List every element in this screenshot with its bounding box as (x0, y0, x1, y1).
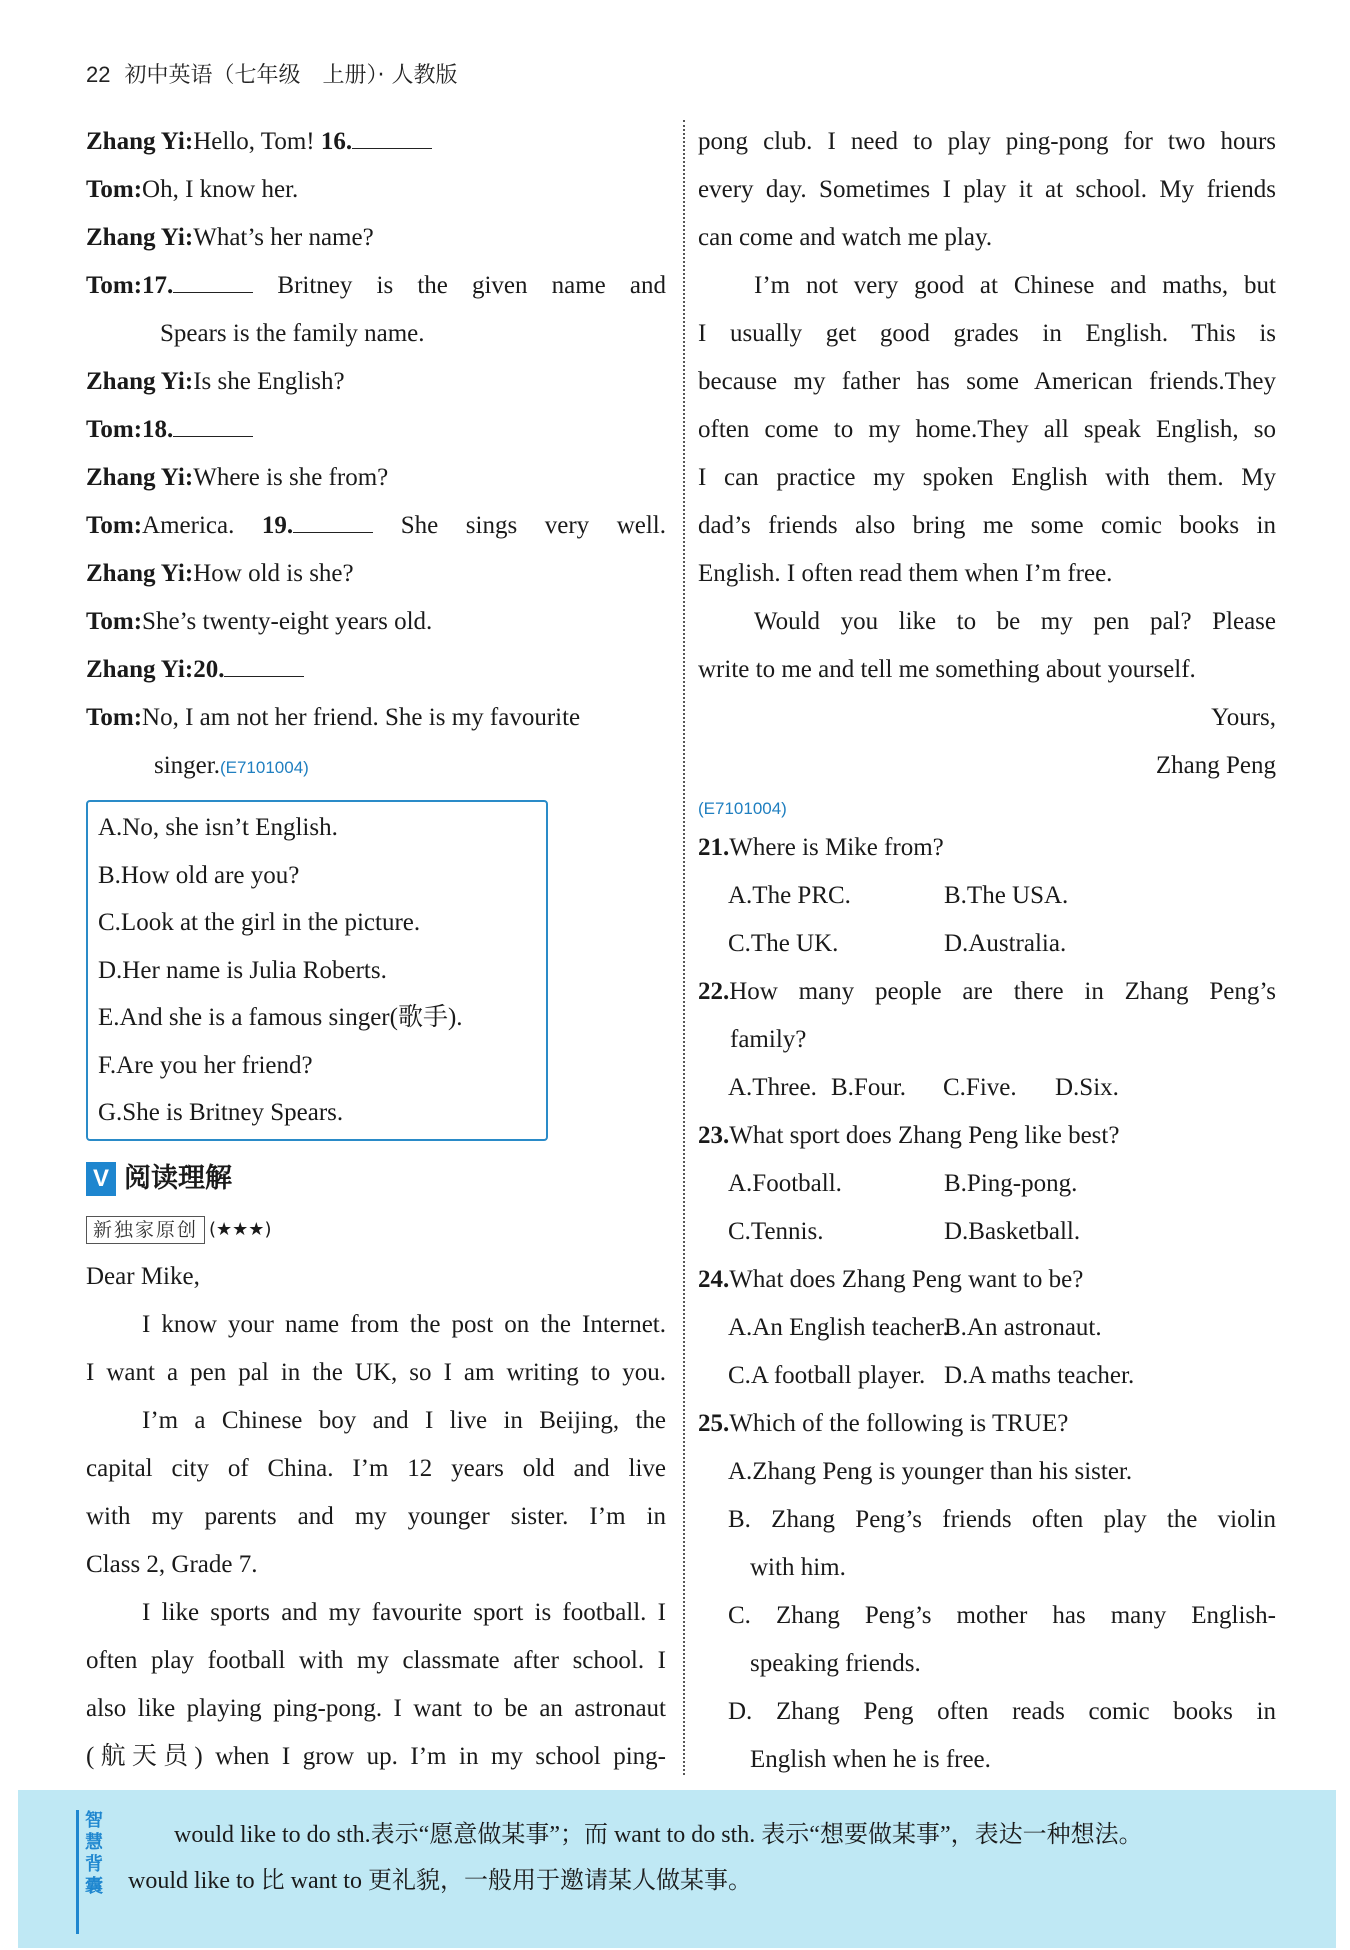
letter-line: dad’s friends also bring me some comic books in (698, 512, 1276, 539)
speaker-colon: : (133, 176, 143, 203)
question-text: Which of the following is TRUE? (729, 1410, 1069, 1437)
dialogue-line (86, 694, 666, 742)
speaker: Tom (86, 704, 134, 731)
section-badge: V (86, 1162, 116, 1196)
answer-blank (173, 272, 253, 293)
item-code: (E7101004) (219, 758, 309, 777)
question-text: family? (730, 1026, 807, 1053)
letter-line: I usually get good grades in English. This is (698, 320, 1276, 347)
option-row (698, 920, 1276, 968)
letter-line: Would you like to be my pen pal? Please (754, 608, 1276, 635)
answer-option: D.Basketball. (944, 1218, 1081, 1245)
letter-line: Dear Mike, (86, 1262, 200, 1290)
letter-line: because my father has some American friends.They (698, 368, 1276, 395)
dialogue-line (86, 310, 666, 358)
question-text: What does Zhang Peng want to be? (729, 1266, 1084, 1293)
letter-line: I want a pen pal in the UK, so I am writing to you. (86, 1358, 666, 1386)
speaker: Tom (86, 416, 134, 443)
letter-line: capital city of China. I’m 12 years old and live (86, 1454, 666, 1482)
dialogue-text: No, I am not her friend. She is my favourite (142, 704, 581, 731)
dialogue-text: Britney is the given name and (253, 272, 666, 299)
letter-line: with my parents and my younger sister. I’m in (86, 1502, 666, 1530)
question-stem (698, 968, 1276, 1016)
answer-option: C.Five. (943, 1074, 1017, 1101)
speaker: Zhang Yi (86, 128, 185, 155)
letter-line: I can practice my spoken English with them. My (698, 464, 1276, 491)
right-column (698, 118, 1276, 1784)
question-stem (698, 1016, 1276, 1064)
page-header (86, 58, 457, 89)
speaker: Zhang Yi (86, 656, 185, 683)
answer-option: D.A maths teacher. (944, 1362, 1135, 1389)
question-stem (698, 1400, 1276, 1448)
speaker: Tom (86, 608, 134, 635)
speaker-colon: : (184, 560, 194, 587)
dialogue-text: Spears is the family name. (160, 320, 425, 347)
dialogue-line (86, 118, 666, 166)
speaker-colon: : (184, 368, 194, 395)
question-number: 25. (698, 1410, 730, 1437)
answer-option: C.A football player. (728, 1362, 926, 1389)
letter-line: (航天员) when I grow up. I’m in my school ping- (86, 1742, 666, 1770)
letter-line: often come to my home.They all speak English, so (698, 416, 1276, 443)
question-stem (698, 1112, 1276, 1160)
answer-blank (293, 512, 373, 533)
question-number: 24. (698, 1266, 730, 1293)
dialogue-text: Is she English? (193, 368, 345, 395)
speaker-colon: : (184, 224, 194, 251)
dialogue-text: Oh, I know her. (142, 176, 299, 203)
option-row (698, 1304, 1276, 1352)
speaker-colon: : (133, 416, 143, 443)
speaker: Tom (86, 512, 134, 539)
letter-line: write to me and tell me something about yourself. (698, 656, 1196, 683)
answer-option: D.Australia. (944, 930, 1067, 957)
question-number: 16. (320, 128, 353, 155)
dialogue-line (86, 406, 666, 454)
answer-option-line: D. Zhang Peng often reads comic books in (728, 1698, 1276, 1725)
option-item: E.And she is a famous singer(歌手). (98, 1004, 463, 1031)
speaker-colon: : (184, 464, 194, 491)
speaker-colon: : (133, 272, 143, 299)
answer-option: D.Six. (1055, 1074, 1119, 1101)
letter-part-2 (698, 118, 1276, 790)
speaker: Zhang Yi (86, 368, 185, 395)
speaker-colon: : (184, 656, 194, 683)
option-row (698, 872, 1276, 920)
letter-line: can come and watch me play. (698, 224, 993, 251)
answer-option-line: English when he is free. (750, 1746, 991, 1773)
letter-line: English. I often read them when I’m free. (698, 560, 1113, 587)
book-title: 初中英语（七年级 上册）· 人教版 (124, 63, 458, 88)
speaker: Zhang Yi (86, 464, 185, 491)
question-stem (698, 824, 1276, 872)
speaker-colon: : (184, 128, 194, 155)
answer-option: B.The USA. (944, 882, 1069, 909)
dialogue-line (86, 550, 666, 598)
letter-line: pong club. I need to play ping-pong for two hours (698, 128, 1276, 155)
answer-option-line: C. Zhang Peng’s mother has many English- (728, 1602, 1276, 1629)
question-text: What sport does Zhang Peng like best? (729, 1122, 1120, 1149)
question-stem (698, 1256, 1276, 1304)
letter-line: I’m not very good at Chinese and maths, but (754, 272, 1276, 299)
dialogue-text: Hello, Tom! (193, 128, 321, 155)
letter-line: Zhang Peng (1155, 752, 1276, 779)
section-heading (86, 1151, 666, 1207)
reading-code: (E7101004) (698, 799, 787, 818)
letter-line: I’m a Chinese boy and I live in Beijing, the (142, 1406, 666, 1434)
question-number: 23. (698, 1122, 730, 1149)
question-number: 17. (142, 272, 174, 299)
dialogue-line (86, 502, 666, 550)
answer-option: A.Football. (728, 1170, 842, 1197)
letter-line: Yours, (1211, 704, 1276, 731)
answer-option-line: B. Zhang Peng’s friends often play the violin (728, 1506, 1276, 1533)
option-item: C.Look at the girl in the picture. (98, 909, 421, 936)
answer-option: C.The UK. (728, 930, 839, 957)
option-row (698, 1352, 1276, 1400)
dialogue-text: America. (142, 512, 262, 539)
option-item: A.No, she isn’t English. (98, 814, 338, 841)
dialogue-line (86, 454, 666, 502)
answer-option: B.An astronaut. (944, 1314, 1102, 1341)
dialogue-text: She’s twenty-eight years old. (142, 608, 433, 635)
question-number: 18. (142, 416, 174, 443)
original-tag: 新独家原创 (86, 1216, 205, 1244)
dialogue-line (86, 646, 666, 694)
speaker-colon: : (133, 512, 143, 539)
answer-blank (173, 416, 253, 437)
letter-part-1 (86, 1253, 666, 1781)
column-divider (683, 120, 685, 1775)
tip-text (128, 1812, 1143, 1904)
option-item: G.She is Britney Spears. (98, 1099, 344, 1126)
answer-option-line: with him. (750, 1554, 846, 1581)
options-box (86, 800, 548, 1141)
option-item: F.Are you her friend? (98, 1051, 313, 1079)
dialogue-text: singer. (154, 752, 220, 779)
answer-option: B.Four. (831, 1074, 907, 1101)
speaker-colon: : (133, 608, 143, 635)
page-number: 22 (86, 62, 111, 87)
speaker: Tom (86, 176, 134, 203)
option-item: D.Her name is Julia Roberts. (98, 956, 387, 984)
reading-code-line (698, 790, 1276, 824)
letter-line: every day. Sometimes I play it at school. My friends (698, 176, 1276, 203)
answer-option: C.Tennis. (728, 1218, 824, 1245)
tip-label: 智慧背囊 (76, 1810, 113, 1934)
dialogue-line (86, 358, 666, 406)
dialogue-text: How old is she? (193, 560, 354, 587)
dialogue-line (86, 166, 666, 214)
speaker: Zhang Yi (86, 560, 185, 587)
dialogue-text: She sings very well. (373, 512, 667, 539)
dialogue-line (86, 214, 666, 262)
letter-line: also like playing ping-pong. I want to be an astronaut (86, 1694, 666, 1722)
original-tag-line (86, 1207, 666, 1253)
left-column (86, 118, 666, 1781)
questions (698, 824, 1276, 1784)
difficulty-stars: (★★★) (209, 1218, 272, 1240)
dialogue-text: What’s her name? (193, 224, 374, 251)
option-row (698, 1064, 1276, 1112)
letter-line: often play football with my classmate after school. I (86, 1646, 666, 1674)
answer-option: A.An English teacher. (728, 1314, 949, 1341)
dialogue-line (86, 742, 666, 790)
tip-line-2: would like to 比 want to 更礼貌，一般用于邀请某人做某事。 (128, 1868, 752, 1894)
dialogue (86, 118, 666, 790)
tip-line-1: would like to do sth.表示“愿意做某事”；而 want to do sth. 表示“想要做某事”，表达一种想法。 (174, 1822, 1143, 1848)
answer-option: A.The PRC. (728, 882, 851, 909)
question-text: How many people are there in Zhang Peng’s (729, 978, 1276, 1005)
option-row (698, 1208, 1276, 1256)
question-number: 19. (261, 512, 294, 539)
answer-option: A.Three. (728, 1074, 817, 1101)
option-item: B.How old are you? (98, 861, 300, 889)
answer-blank (352, 128, 432, 149)
letter-line: I know your name from the post on the Internet. (142, 1310, 666, 1338)
letter-line: Class 2, Grade 7. (86, 1550, 258, 1578)
speaker: Tom (86, 272, 134, 299)
question-number: 20. (193, 656, 225, 683)
question-text: Where is Mike from? (729, 834, 944, 861)
answer-blank (224, 656, 304, 677)
answer-option-line: A.Zhang Peng is younger than his sister. (728, 1458, 1133, 1485)
answer-option-line: speaking friends. (750, 1650, 921, 1677)
question-number: 22. (698, 978, 730, 1005)
tip-box (18, 1790, 1336, 1948)
question-number: 21. (698, 834, 730, 861)
speaker-colon: : (133, 704, 143, 731)
option-row (698, 1160, 1276, 1208)
section-title: 阅读理解 (124, 1162, 232, 1194)
letter-line: I like sports and my favourite sport is football. I (142, 1598, 666, 1626)
dialogue-line (86, 262, 666, 310)
dialogue-line (86, 598, 666, 646)
speaker: Zhang Yi (86, 224, 185, 251)
answer-option: B.Ping-pong. (944, 1170, 1078, 1197)
dialogue-text: Where is she from? (193, 464, 389, 491)
